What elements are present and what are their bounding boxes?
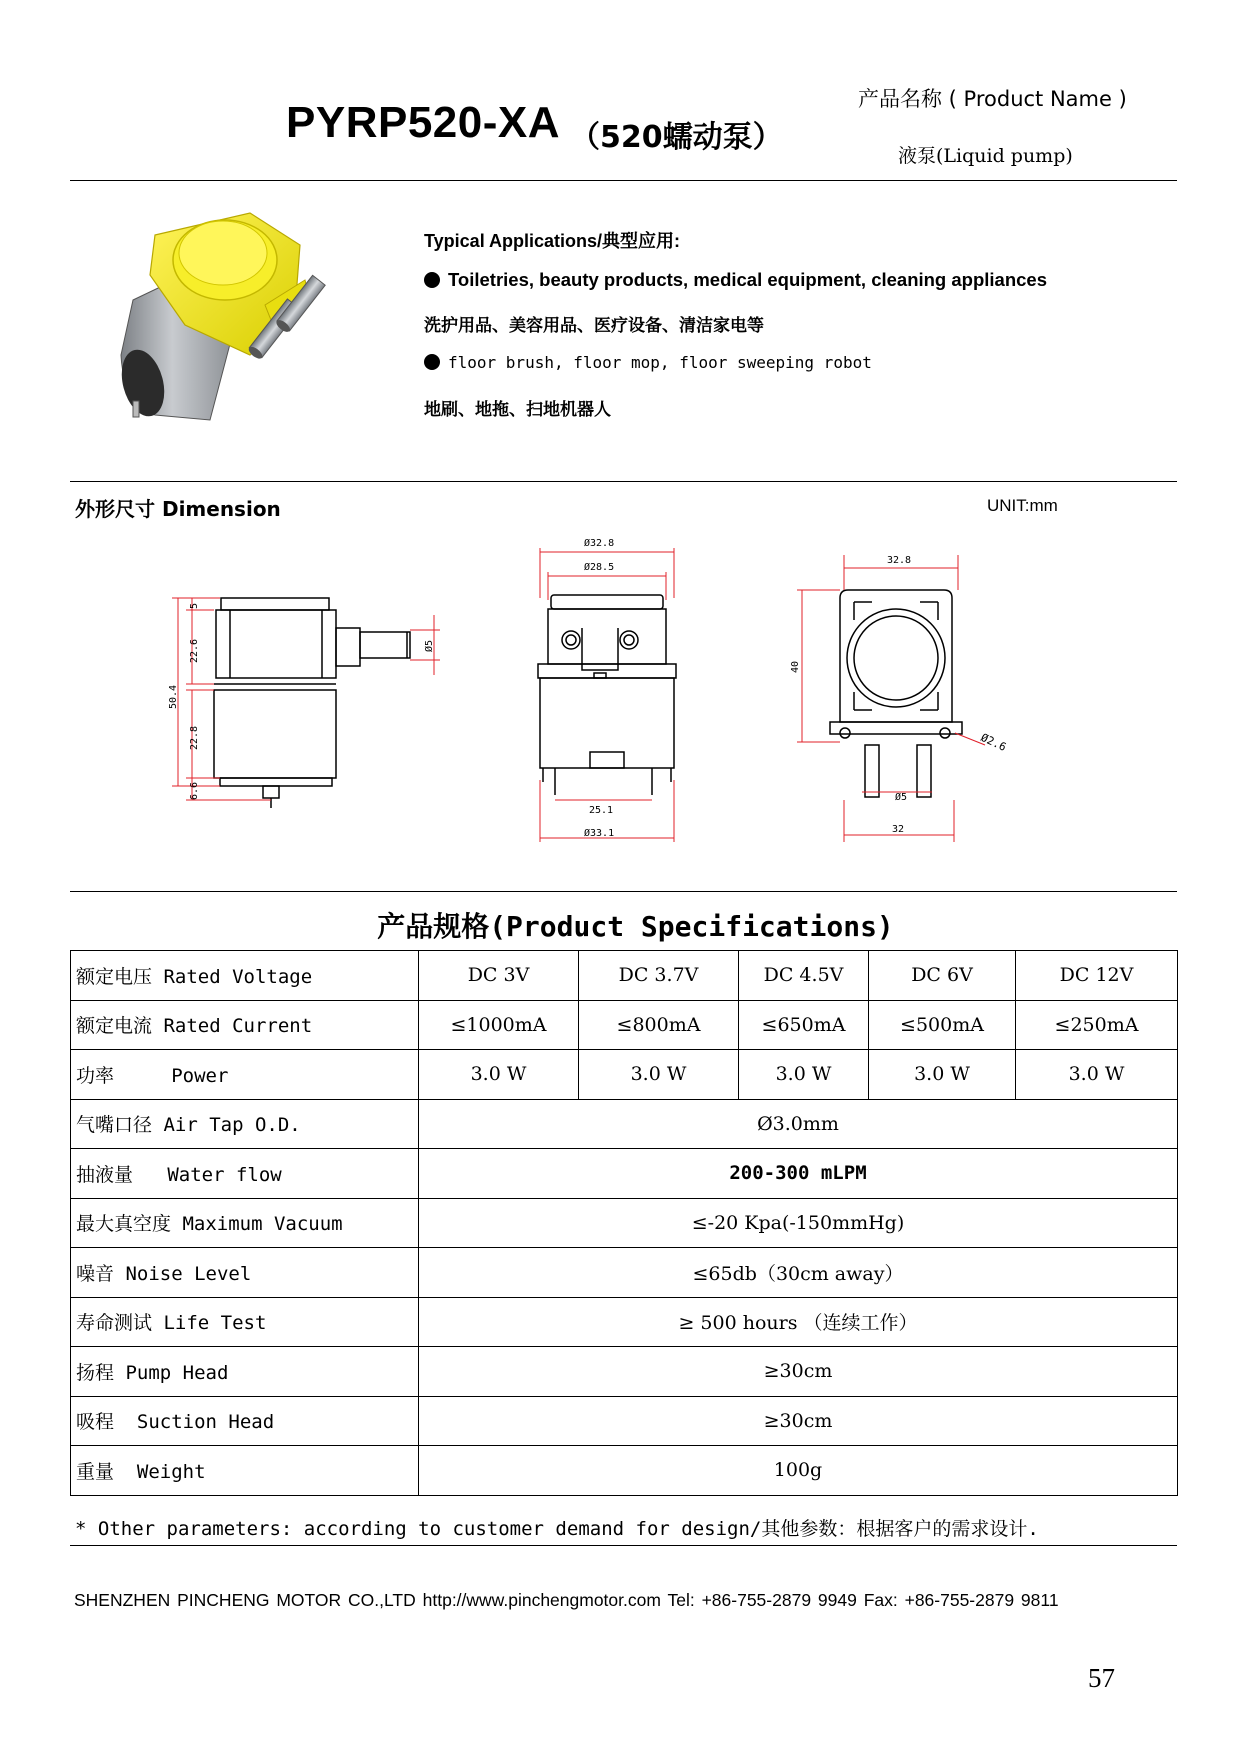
application-text-cn: 洗护用品、美容用品、医疗设备、清洁家电等 (424, 316, 764, 336)
dim-label-side-6-6: 6.6 (189, 781, 200, 800)
company-footer: SHENZHEN PINCHENG MOTOR CO.,LTD http://www.pinchengmotor.com Tel: +86-755-2879 9949 Fax: +86-755-2879 9811 (74, 1590, 1059, 1610)
table-row (71, 1149, 1178, 1199)
dim-label-side-22-8: 22.8 (189, 725, 200, 750)
cell-value: ≥30cm (419, 1396, 1178, 1446)
dim-label-top-32: 32 (892, 824, 905, 835)
side-view-drawing (214, 598, 410, 808)
section-divider (70, 891, 1177, 892)
cell-value: DC 6V (869, 951, 1016, 1001)
dim-label-front-25-1: 25.1 (589, 805, 614, 816)
specifications-table (70, 950, 1178, 1496)
cell-value: ≤500mA (869, 1000, 1016, 1050)
dim-label-front-dia32-8: Ø32.8 (584, 538, 615, 549)
product-name-value: 液泵(Liquid pump) (898, 145, 1073, 167)
section-divider (70, 481, 1177, 482)
cell-value: 100g (419, 1446, 1178, 1496)
side-view-dim-lines (172, 598, 440, 800)
cell-value: ≤-20 Kpa(-150mmHg) (419, 1198, 1178, 1248)
table-row (71, 1050, 1178, 1100)
table-row (71, 1248, 1178, 1298)
cell-value: 3.0 W (579, 1050, 739, 1100)
bullet-icon (424, 354, 440, 370)
cell-value: DC 3V (419, 951, 579, 1001)
application-text-cn: 地刷、地拖、扫地机器人 (424, 400, 611, 420)
table-row (71, 1396, 1178, 1446)
cell-value: DC 12V (1016, 951, 1178, 1001)
table-row (71, 1198, 1178, 1248)
row-label: 额定电压 Rated Voltage (71, 951, 419, 1001)
product-name-label: 产品名称 ( Product Name ) (858, 87, 1127, 111)
dim-label-front-dia28-5: Ø28.5 (584, 562, 615, 573)
cell-value: ≥ 500 hours （连续工作） (419, 1297, 1178, 1347)
table-row (71, 1347, 1178, 1397)
cell-value: DC 3.7V (579, 951, 739, 1001)
row-label: 吸程 Suction Head (71, 1396, 419, 1446)
row-label: 扬程 Pump Head (71, 1347, 419, 1397)
dimension-title: 外形尺寸 Dimension (75, 497, 281, 521)
cell-value: ≤250mA (1016, 1000, 1178, 1050)
cell-value: ≥30cm (419, 1347, 1178, 1397)
product-model-title: PYRP520-XA (286, 98, 561, 147)
row-label: 气嘴口径 Air Tap O.D. (71, 1099, 419, 1149)
cell-value: ≤65db（30cm away） (419, 1248, 1178, 1298)
dimension-unit: UNIT:mm (987, 496, 1058, 515)
cell-value: 3.0 W (419, 1050, 579, 1100)
front-view-drawing (538, 595, 676, 795)
table-row (71, 1099, 1178, 1149)
table-row (71, 1000, 1178, 1050)
footer-divider (70, 1545, 1177, 1546)
dimension-drawing (0, 520, 1241, 860)
row-label: 寿命测试 Life Test (71, 1297, 419, 1347)
row-label: 重量 Weight (71, 1446, 419, 1496)
dim-label-side-dia5: Ø5 (424, 639, 435, 652)
application-text: Toiletries, beauty products, medical equipment, cleaning appliances (448, 269, 1048, 290)
cell-value: 3.0 W (869, 1050, 1016, 1100)
bullet-icon (424, 272, 440, 288)
cell-value: 3.0 W (739, 1050, 869, 1100)
dim-label-side-50-4: 50.4 (168, 684, 179, 709)
cell-value: ≤1000mA (419, 1000, 579, 1050)
top-view-dim-lines (797, 555, 985, 842)
cell-value: 3.0 W (1016, 1050, 1178, 1100)
cell-value: ≤800mA (579, 1000, 739, 1050)
application-item (424, 353, 872, 372)
row-label: 额定电流 Rated Current (71, 1000, 419, 1050)
cell-value: 200-300 mLPM (419, 1149, 1178, 1199)
row-label: 噪音 Noise Level (71, 1248, 419, 1298)
application-item (424, 269, 1047, 291)
row-label: 最大真空度 Maximum Vacuum (71, 1198, 419, 1248)
dim-label-side-5: 5 (189, 602, 200, 609)
cell-value: Ø3.0mm (419, 1099, 1178, 1149)
dim-label-top-dia2-6: Ø2.6 (978, 730, 1009, 754)
front-view-dim-lines (540, 548, 674, 842)
dim-label-top-32-8: 32.8 (887, 555, 912, 566)
product-photo (115, 205, 365, 430)
applications-heading: Typical Applications/典型应用: (424, 231, 681, 251)
dim-label-side-22-6: 22.6 (189, 638, 200, 663)
table-row (71, 951, 1178, 1001)
top-view-drawing (830, 590, 962, 797)
page-number: 57 (1088, 1663, 1115, 1693)
dim-label-top-40: 40 (790, 660, 801, 673)
cell-value: DC 4.5V (739, 951, 869, 1001)
row-label: 功率 Power (71, 1050, 419, 1100)
application-text: floor brush, floor mop, floor sweeping robot (448, 353, 872, 372)
dim-label-front-dia33-1: Ø33.1 (584, 828, 615, 839)
header-divider (70, 180, 1177, 181)
product-model-cn: （520蠕动泵） (570, 120, 783, 155)
table-row (71, 1297, 1178, 1347)
table-row (71, 1446, 1178, 1496)
specifications-title: 产品规格(Product Specifications) (377, 910, 894, 943)
cell-value: ≤650mA (739, 1000, 869, 1050)
dim-label-top-dia5: Ø5 (895, 792, 908, 803)
footnote: * Other parameters: according to customer demand for design/其他参数：根据客户的需求设计. (75, 1518, 1039, 1540)
row-label: 抽液量 Water flow (71, 1149, 419, 1199)
